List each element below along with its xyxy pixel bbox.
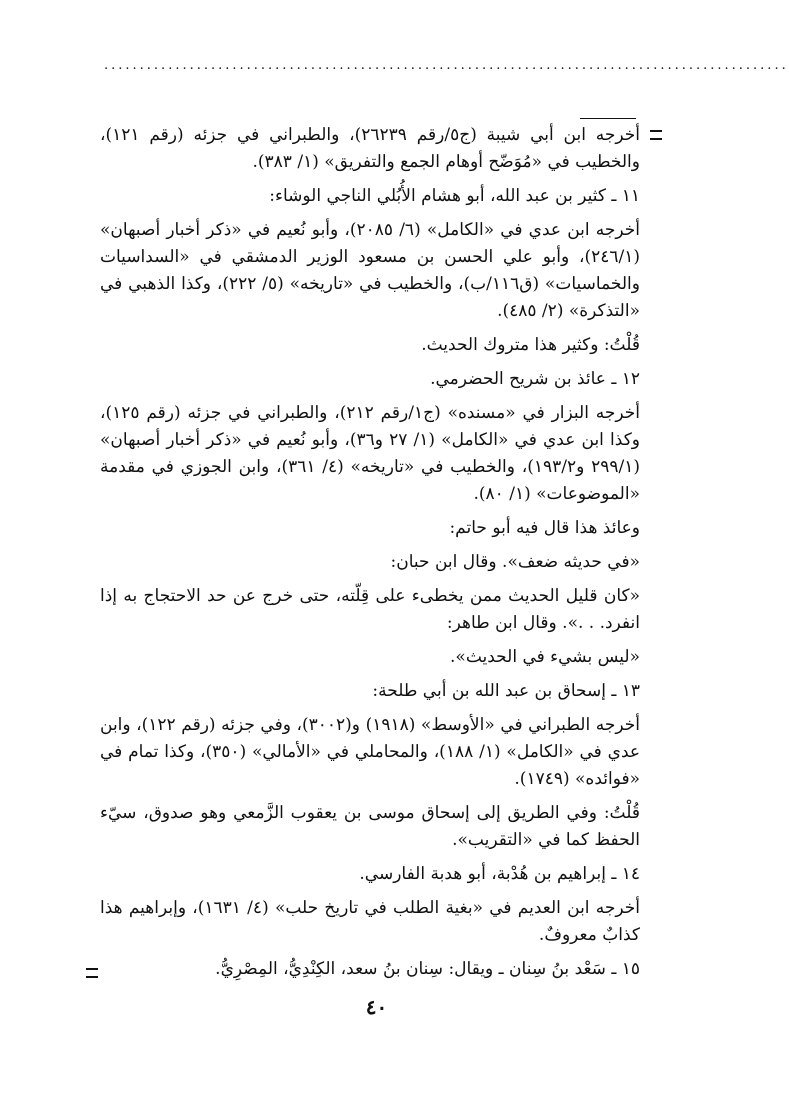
footnote-separator-rule [580,118,636,119]
paragraph: قُلْتُ: وكثير هذا متروك الحديث. [421,335,640,355]
quote: «كان قليل الحديث ممن يخطىء على قِلّته، حتى خرج عن حد الاحتجاج به إذا انفرد. . .». وقال ابن طاهر: [100,586,640,633]
entry-heading: ١٤ ـ إبراهيم بن هُدْبة، أبو هدبة الفارسي. [359,864,640,884]
entry-heading: ١١ ـ كثير بن عبد الله، أبو هشام الأُبُلي الناجي الوشاء: [269,186,640,206]
page-number: ٤٠ [365,995,388,1019]
margin-equals-mark [86,968,98,978]
entry-heading: ١٣ ـ إسحاق بن عبد الله بن أبي طلحة: [372,681,640,701]
header-dotted-line: ................................................................................................ [104,58,789,73]
paragraph: أخرجه ابن عدي في «الكامل» (٦/ ٢٠٨٥)، وأبو نُعيم في «ذكر أخبار أصبهان» (٢٤٦/١)، وأبو علي الحسن بن مسعود الوزير الدمشقي في «السداسيات والخماسيات» (ق١١٦/ب)، والخطيب في «تاريخه» (٥/ ٢٢٢)، وكذا الذهبي في «التذكرة» (٢/ ٤٨٥). [100,220,640,321]
paragraph: وعائذ هذا قال فيه أبو حاتم: [449,518,640,538]
paragraph: أخرجه ابن أبي شيبة (ج٥/رقم ٢٦٢٣٩)، والطبراني في جزئه (رقم ١٢١)، والخطيب في «مُوَضّح أوهام الجمع والتفريق» (١/ ٣٨٣). [100,125,640,172]
page-body [100,122,640,990]
paragraph: أخرجه الطبراني في «الأوسط» (١٩١٨) و(٣٠٠٢)، وفي جزئه (رقم ١٢٢)، وابن عدي في «الكامل» (١/ ١٨٨)، والمحاملي في «الأمالي» (٣٥٠)، وكذا تمام في «فوائده» (١٧٤٩). [100,715,641,789]
entry-heading: ١٢ ـ عائذ بن شريح الحضرمي. [430,369,640,389]
quote: «ليس بشيء في الحديث». [450,647,640,667]
quote: «في حديثه ضعف». وقال ابن حبان: [390,552,640,572]
paragraph: أخرجه البزار في «مسنده» (ج١/رقم ٢١٢)، والطبراني في جزئه (رقم ١٢٥)، وكذا ابن عدي في «الكامل» (١/ ٢٧ و٣٦)، وأبو نُعيم في «ذكر أخبار أصبهان» (٢٩٩/١ و١٩٣/٢)، والخطيب في «تاريخه» (٤/ ٣٦١)، وابن الجوزي في مقدمة «الموضوعات» (١/ ٨٠). [100,403,640,504]
paragraph: أخرجه ابن العديم في «بغية الطلب في تاريخ حلب» (٤/ ١٦٣١)، وإبراهيم هذا كذابٌ معروفٌ. [100,898,640,945]
margin-equals-mark [650,130,662,140]
entry-heading: ١٥ ـ سَعْد بنُ سِنان ـ ويقال: سِنان بنُ سعد، الكِنْدِيُّ، المِصْرِيُّ. [215,959,640,979]
paragraph: قُلْتُ: وفي الطريق إلى إسحاق موسى بن يعقوب الزَّمعي وهو صدوق، سيّء الحفظ كما في «التقريب». [100,803,640,850]
